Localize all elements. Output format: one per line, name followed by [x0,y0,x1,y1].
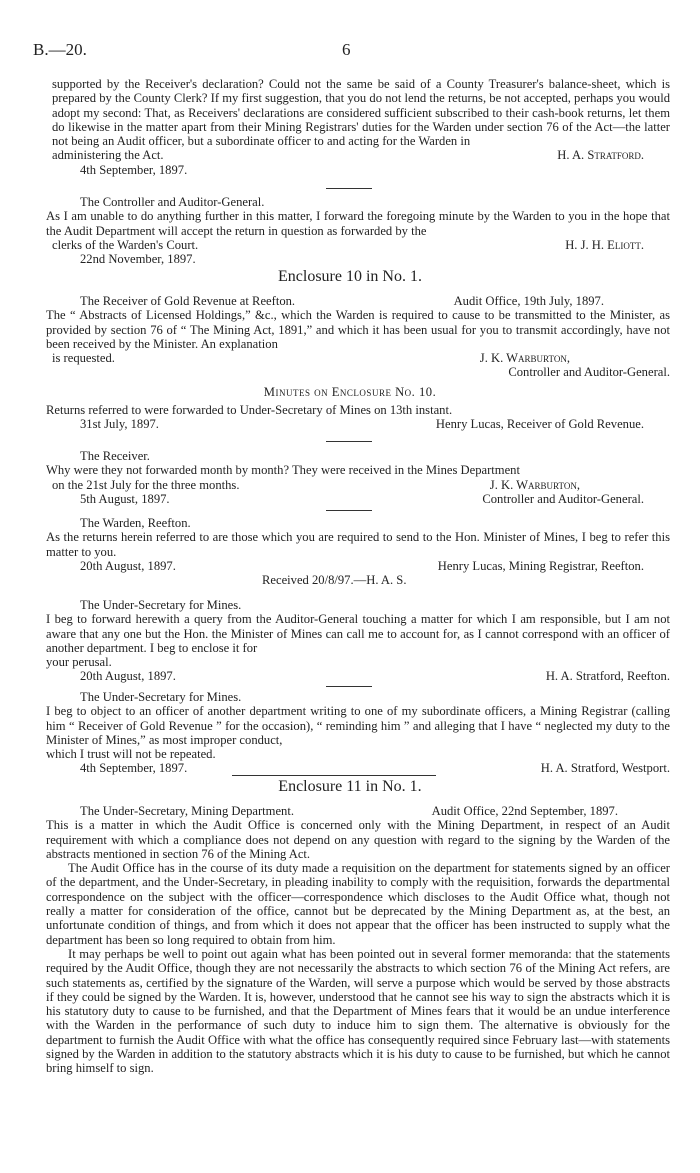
signatory-title: Controller and Auditor-General. [482,491,644,506]
paragraph-last-line: clerks of the Warden's Court. [52,237,199,252]
addressee: The Warden, Reefton. [80,516,191,530]
date-line: 31st July, 1897. [80,417,159,432]
enclosure-11-letter [46,804,670,1076]
divider [326,441,372,442]
paragraph-last-line: administering the Act. [52,148,164,163]
signature: H. A. Stratford. [557,148,644,163]
minutes-heading: Minutes on Enclosure No. 10. [263,385,437,399]
addressee: The Under-Secretary for Mines. [80,690,242,704]
signature: H. A. Stratford, Reefton. [545,669,670,684]
paragraph: It may perhaps be well to point out again what has been pointed out in several former memoranda: that the statements required by the Audit Office, though they are not necessarily the abstracts to which section 76 of the Mining Act refers, are such statements as, certified by the signature of the Warden, will serve a purpose which would be served by those abstracts if they could be signed by the Warden. It is, however, understood that he cannot see his way to sign the abstracts which it is his statutory duty to cause to be furnished, and that the Department of Mines fears that it would be an undue interference with the Warden in the performance of such duty to induce him to sign them. The alternative is obviously for the department to furnish the Audit Office with what the office has consequently required since February last—with statements signed by the Warden in addition to the statutory abstracts which it is his duty to cause to be furnished, but which he cannot bring himself to sign. [46,946,670,1076]
minute-5 [46,690,670,776]
enclosure-10-letter [46,294,670,380]
addressee: The Under-Secretary, Mining Department. [80,804,294,818]
eliott-minute [46,195,670,267]
paragraph: The “ Abstracts of Licensed Holdings,” &c., which the Warden is required to cause to be transmitted to the Minister, as provided by section 76 of “ The Mining Act, 1891,” and which it has been usual for you to transmit accordingly, have not been received by the Minister. An explanation [46,308,670,351]
addressee: The Receiver. [80,449,150,463]
signature: Henry Lucas, Mining Registrar, Reefton. [437,558,644,573]
signature: H. A. Stratford, Westport. [540,761,670,776]
paragraph: This is a matter in which the Audit Office is concerned only with the Mining Department, in respect of an Audit requirement with which a compliance does not depend on any question with regard to the signing by the Warden of the abstracts mentioned in section 76 of the Mining Act. [46,818,670,861]
minute-4 [46,598,670,684]
minute-2 [46,449,670,506]
date-line: 4th September, 1897. [80,162,188,177]
signature: Henry Lucas, Receiver of Gold Revenue. [435,417,644,432]
paragraph: Returns referred to were forwarded to Under-Secretary of Mines on 13th instant. [46,403,453,417]
stratford-minute-continued [52,77,670,177]
signatory-title: Controller and Auditor-General. [508,365,670,380]
paragraph: The Audit Office has in the course of its duty made a requisition on the department for statements signed by an officer of the department, and the Under-Secretary, in pleading inability to comply with the requisition, forwards the departmental correspondence on the subject with the officer—correspondence which discloses to the Audit Office what, though not really a matter for consideration of the office, cannot but be deprecated by the Mining Department as, at the best, an unfortunate condition of things, and from which it does not appear that the officer has been instructed to supply what the department has been so long required to obtain from him. [46,861,670,947]
office-date: Audit Office, 22nd September, 1897. [431,804,618,818]
paragraph: I beg to object to an officer of another department writing to one of my subordinate officers, a Mining Registrar (calling him “ Receiver of Gold Revenue ” for the occasion), “ reminding him ” and alleging that I have “ neglected my duty to the Minister of Mines,” as most improper conduct, [46,704,670,747]
received-stamp: Received 20/8/97.—H. A. S. [262,573,407,588]
addressee: The Receiver of Gold Revenue at Reefton. [80,294,296,308]
addressee: The Controller and Auditor-General. [80,195,265,209]
date-line: 5th August, 1897. [80,491,170,506]
paragraph: As I am unable to do anything further in this matter, I forward the foregoing minute by the Warden to you in the hope that the Audit Department will accept the return in question as forwarded by the [46,209,670,238]
signature: J. K. Warburton, [479,351,570,366]
signature: H. J. H. Eliott. [565,237,644,252]
date-line: 4th September, 1897. [80,761,188,776]
signature: J. K. Warburton, [489,477,580,492]
paragraph: I beg to forward herewith a query from the Auditor-General touching a matter for which I am responsible, but I am not aware that any one but the Hon. the Minister of Mines can call me to account for, as I cannot correspond with an officer of another department. I beg to enclose it for [46,612,670,655]
minute-1 [46,403,670,432]
page-number: 6 [342,40,351,59]
date-line: 20th August, 1897. [80,558,176,573]
date-line: 22nd November, 1897. [80,252,196,267]
paragraph: supported by the Receiver's declaration? Could not the same be said of a County Treasurer's balance-sheet, which is prepared by the County Clerk? If my first suggestion, that you do not lend the returns, be not accepted, perhaps you would adopt my second: That, as Receivers' declarations are considered sufficient subscribed to their cash-book returns, let them do likewise in the matter apart from their Mining Registrars' duties for the Warden under section 76 of the Act—the latter not being an Audit officer, but a subordinate officer to and acting for the Warden in [52,77,670,149]
office-date: Audit Office, 19th July, 1897. [453,294,604,308]
paragraph-last-line: is requested. [52,351,115,366]
divider [326,188,372,189]
paragraph-last-line: on the 21st July for the three months. [52,477,240,492]
enclosure-heading: Enclosure 10 in No. 1. [278,268,422,285]
paragraph: As the returns herein referred to are those which you are required to send to the Hon. Minister of Mines, I beg to refer this matter to you. [46,530,670,559]
divider [232,775,436,776]
divider [326,510,372,511]
divider [326,686,372,687]
paragraph-last-line: which I trust will not be repeated. [46,747,216,762]
document-reference: B.—20. [33,40,87,59]
minute-3 [46,516,670,588]
paragraph-last-line: your perusal. [46,655,112,670]
enclosure-heading: Enclosure 11 in No. 1. [278,778,422,795]
date-line: 20th August, 1897. [80,669,176,684]
paragraph: Why were they not forwarded month by month? They were received in the Mines Department [46,463,520,478]
addressee: The Under-Secretary for Mines. [80,598,242,612]
